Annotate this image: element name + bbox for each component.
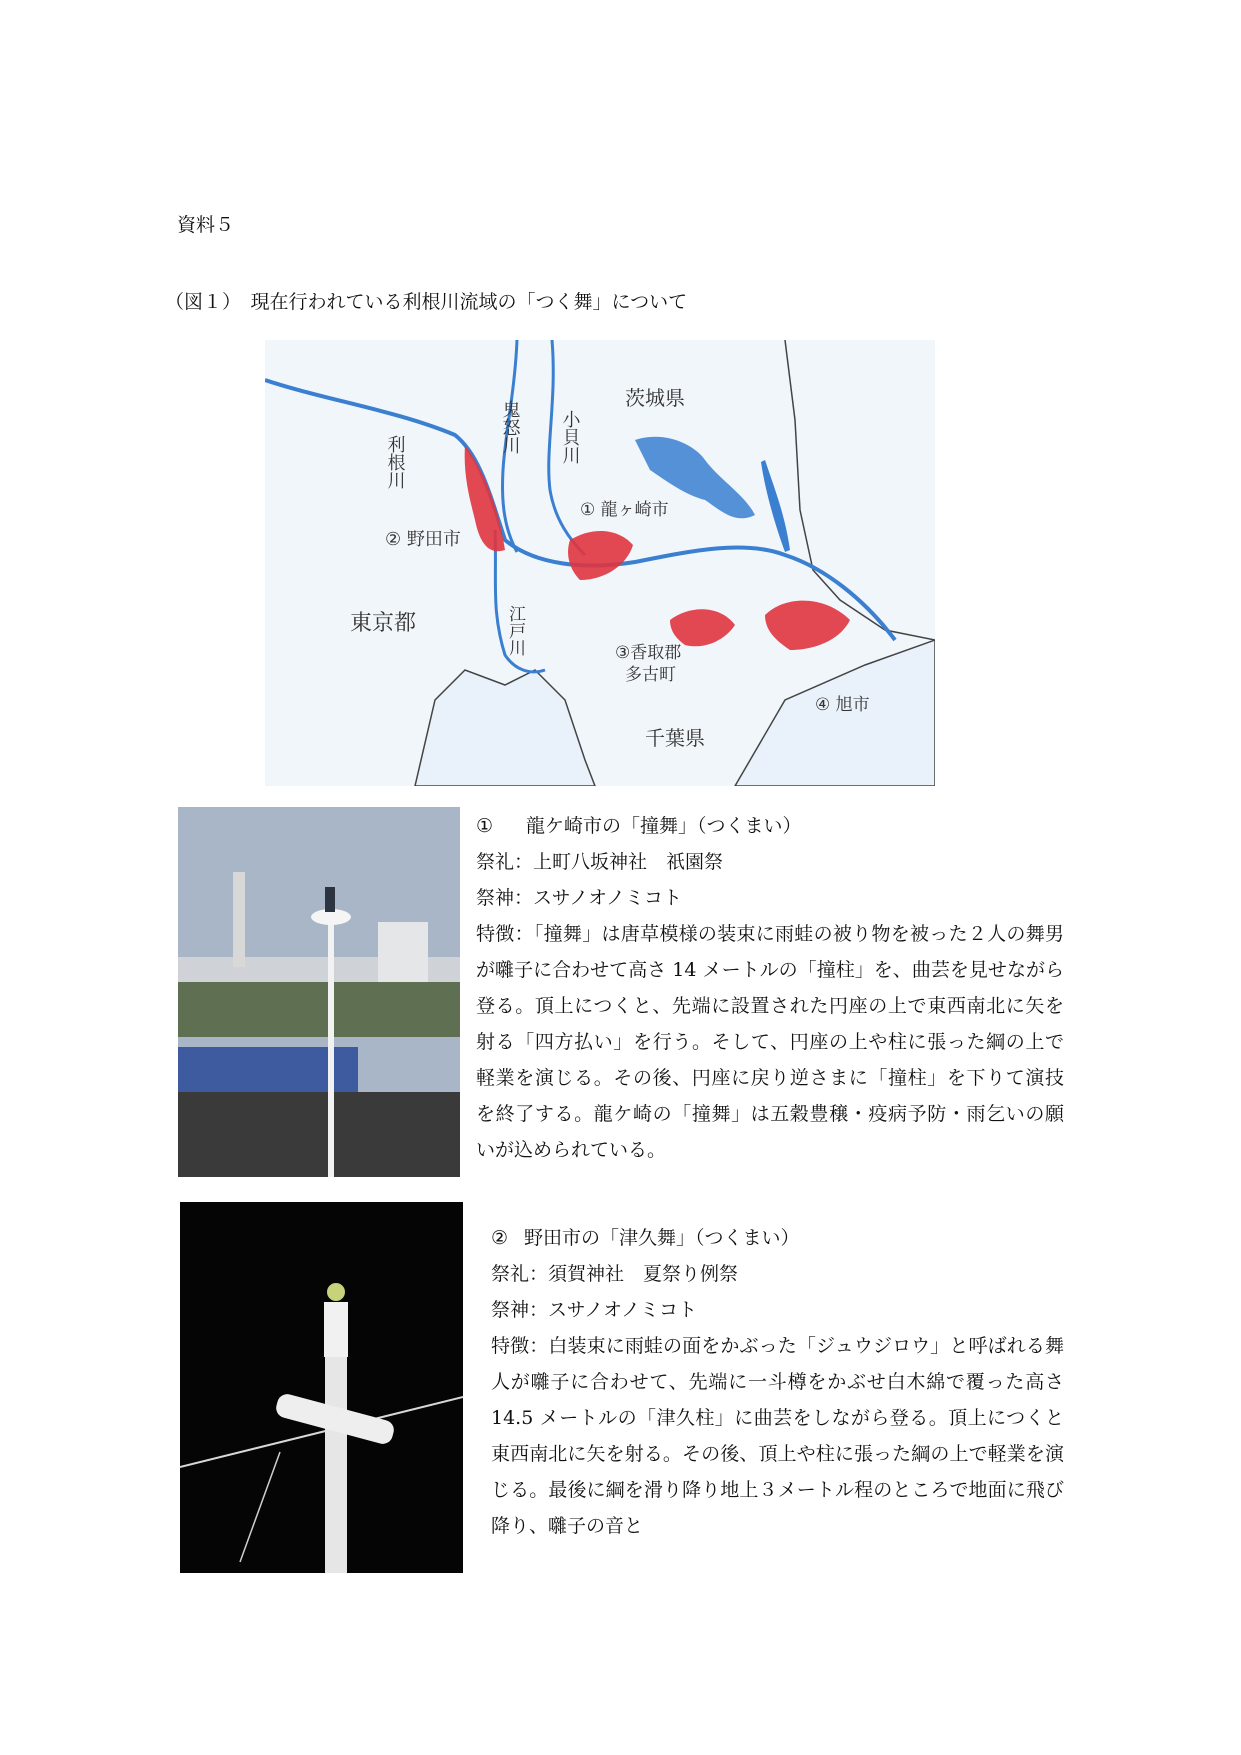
section1-heading [476, 808, 1064, 844]
map-label-asahi: ④ 旭市 [815, 695, 870, 715]
map-label-chiba: 千葉県 [645, 726, 705, 750]
section-noda [491, 1220, 1064, 1544]
section2-deity: 祭神：スサノオノミコト [491, 1299, 697, 1321]
figure-caption: （図１） 現在行われている利根川流域の「つく舞」について [165, 291, 688, 313]
map-label-kinu-river: 鬼怒川 [499, 400, 521, 454]
asahi-region [765, 601, 850, 650]
section-ryugasaki [476, 808, 1064, 1168]
photo-illustration-1 [178, 807, 460, 1177]
map-label-katori-1: ③香取郡 [615, 643, 682, 663]
ryugasaki-region [568, 531, 633, 580]
map-label-noda: ② 野田市 [385, 529, 461, 550]
section1-number: ① [476, 815, 494, 837]
noda-region [465, 445, 505, 551]
section2-number: ② [491, 1227, 509, 1249]
tone-river-basin-map [265, 340, 935, 786]
ryugasaki-tsukumai-photo [178, 807, 460, 1177]
map-drawing [265, 340, 935, 786]
map-label-ibaraki: 茨城県 [625, 386, 685, 410]
noda-tsukumai-photo [180, 1202, 463, 1573]
section2-title: 野田市の「津久舞」（つくまい） [524, 1227, 800, 1249]
map-label-katori-2: 多古町 [625, 665, 676, 685]
section2-festival: 祭礼：須賀神社 夏祭り例祭 [491, 1263, 739, 1285]
document-label: 資料５ [177, 214, 235, 236]
tako-region [670, 609, 735, 646]
section1-features: 特徴：「撞舞」は唐草模様の装束に雨蛙の被り物を被った２人の舞男が囃子に合わせて高さ 14 メートルの「撞柱」を、曲芸を見せながら登る。頂上につくと、先端に設置された円座の上で東西南北に矢を射る「四方払い」を行う。そして、円座の上や柱に張った綱の上で軽業を演じる。その後、円座に戻り逆さまに「撞柱」を下りて演技を終了する。龍ケ崎の「撞舞」は五穀豊穣・疫病予防・雨乞いの願いが込められている。 [476, 923, 1064, 1161]
photo-illustration-2 [180, 1202, 463, 1573]
map-label-edo-river: 江戸川 [505, 605, 525, 656]
map-label-tokyo: 東京都 [350, 611, 417, 636]
section2-features: 特徴：白装束に雨蛙の面をかぶった「ジュウジロウ」と呼ばれる舞人が囃子に合わせて、先端に一斗樽をかぶせ白木綿で覆った高さ 14.5 メートルの「津久柱」に曲芸をしながら登る。頂上につくと東西南北に矢を射る。その後、頂上や柱に張った綱の上で軽業を演じる。最後に綱を滑り降り地上３メートル程のところで地面に飛び降り、囃子の音と [491, 1335, 1064, 1537]
tokyo-bay [415, 670, 595, 786]
kitaura-lake [761, 460, 790, 552]
map-label-tone-river: 利根川 [384, 435, 406, 489]
section1-festival: 祭礼：上町八坂神社 祇園祭 [476, 851, 724, 873]
map-label-kokai-river: 小貝川 [559, 410, 581, 464]
coastline-east [785, 340, 935, 640]
section1-deity: 祭神：スサノオノミコト [476, 887, 682, 909]
map-label-ryugasaki: ① 龍ヶ崎市 [580, 500, 669, 520]
section2-heading [491, 1220, 1064, 1256]
section1-title: 龍ケ崎市の「撞舞」（つくまい） [526, 815, 802, 837]
